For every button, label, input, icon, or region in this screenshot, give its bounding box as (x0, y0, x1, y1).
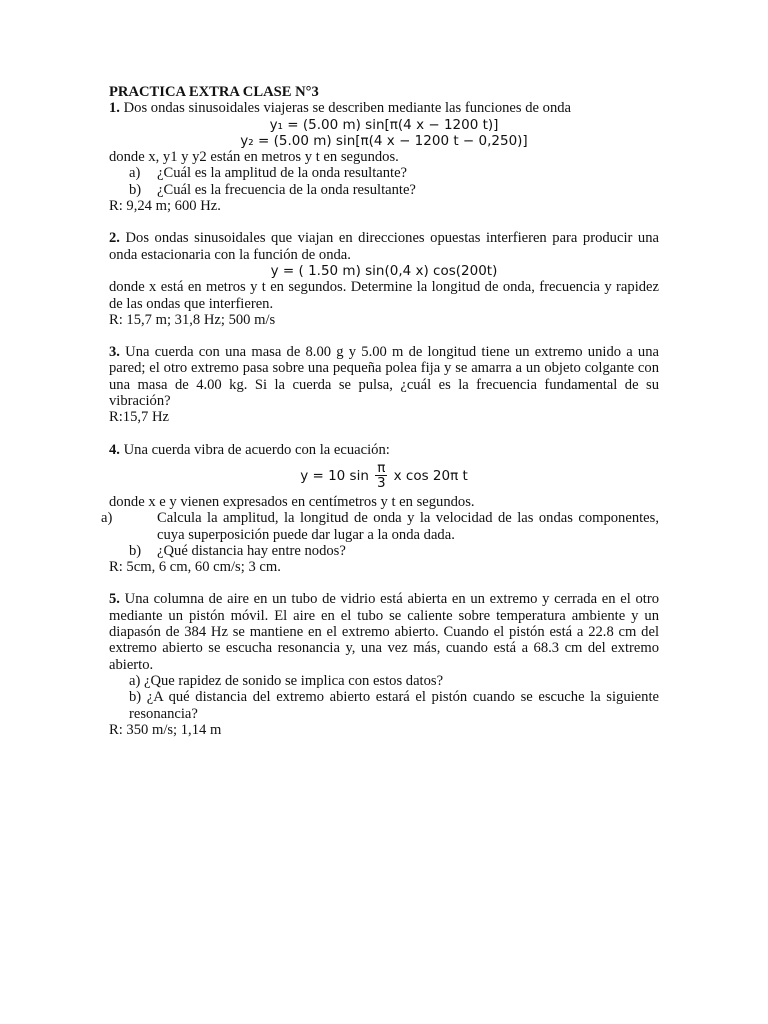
answer-2: R: 15,7 m; 31,8 Hz; 500 m/s (109, 311, 276, 328)
problem-number: 3. (109, 344, 120, 361)
answer-3: R:15,7 Hz (109, 409, 169, 426)
answer-1: R: 9,24 m; 600 Hz. (109, 198, 221, 215)
question-a (109, 165, 659, 181)
problem-1-where: donde x, y1 y y2 están en metros y t en segundos. (109, 149, 399, 166)
problem-4-intro: Una cuerda vibra de acuerdo con la ecuación: (123, 441, 390, 458)
problem-1 (109, 100, 659, 214)
problem-4 (101, 441, 659, 576)
equation-right: x cos 20π t (393, 467, 468, 484)
problem-number: 4. (109, 441, 120, 458)
problem-4-where: donde x e y vienen expresados en centímetros y t en segundos. (109, 493, 475, 510)
problem-1-intro: Dos ondas sinusoidales viajeras se describen mediante las funciones de onda (123, 100, 572, 117)
problem-number: 1. (109, 100, 120, 117)
question-text: ¿Qué distancia hay entre nodos? (157, 542, 346, 559)
question-a: a) ¿Que rapidez de sonido se implica con estos datos? (129, 672, 444, 689)
question-label: b) (129, 542, 142, 559)
page-title: PRACTICA EXTRA CLASE N°3 (109, 84, 319, 100)
document-page (101, 84, 660, 754)
problem-number: 5. (109, 591, 120, 608)
fraction-pi-over-3 (375, 461, 387, 490)
equation-standing-wave: y = ( 1.50 m) sin(0,4 x) cos(200t) (270, 262, 498, 279)
answer-4: R: 5cm, 6 cm, 60 cm/s; 3 cm. (109, 559, 281, 576)
equation-left: y = 10 sin (300, 467, 369, 484)
equation-y2: y₂ = (5.00 m) sin[π(4 x − 1200 t − 0,250)] (240, 132, 528, 149)
problem-2-text2: donde x está en metros y t en segundos. Determine la longitud de onda, frecuencia y rapidez de las ondas que interfieren. (109, 279, 659, 312)
problem-3-statement (109, 344, 659, 409)
problem-3-text: Una cuerda con una masa de 8.00 g y 5.00 m de longitud tiene un extremo unido a una pared; el otro extremo pasa sobre una pequeña polea fija y se amarra a un objeto colgante con una masa de 4.00 kg. Si la cuerda se pulsa, ¿cuál es la frecuencia fundamental de su vibración? (109, 344, 660, 410)
problem-1-statement (109, 100, 659, 116)
question-text: ¿Cuál es la frecuencia de la onda resultante? (157, 181, 416, 198)
problem-4-statement (109, 442, 659, 458)
problem-3 (109, 344, 659, 425)
question-label: a) (101, 510, 113, 527)
problem-5-text: Una columna de aire en un tubo de vidrio está abierta en un extremo y cerrada en el otro mediante un pistón móvil. El aire en el tubo se caliente sobre temperatura ambiente y un diapasón de 384 Hz se mantiene en el extremo abierto. Cuando el pistón está a 22.8 cm del extremo abierto se escucha resonancia y, una vez más, cuando está a 68.3 cm del extremo abierto. (109, 591, 659, 673)
problem-5 (109, 591, 659, 738)
problem-5-statement (109, 591, 659, 672)
question-text: Calcula la amplitud, la longitud de onda y la velocidad de las ondas componentes, cuya superposición puede dar lugar a la onda dada. (157, 510, 659, 543)
problem-2-statement (109, 230, 659, 263)
answer-5: R: 350 m/s; 1,14 m (109, 721, 222, 738)
fraction-denominator: 3 (376, 475, 386, 492)
question-label: a) (129, 165, 141, 182)
equation-y1: y₁ = (5.00 m) sin[π(4 x − 1200 t)] (269, 116, 499, 133)
question-a (101, 510, 659, 543)
problem-number: 2. (109, 230, 120, 247)
problem-2-text: Dos ondas sinusoidales que viajan en direcciones opuestas interfieren para producir una onda estacionaria con la función de onda. (109, 230, 659, 263)
equation-string-vibration (109, 458, 659, 494)
question-b (109, 543, 659, 559)
fraction-numerator: π (377, 460, 386, 477)
question-b: b) ¿A qué distancia del extremo abierto estará el pistón cuando se escuche la siguiente resonancia? (129, 689, 659, 722)
question-text: ¿Cuál es la amplitud de la onda resultante? (157, 165, 408, 182)
problem-2 (109, 230, 659, 328)
question-b (109, 182, 659, 198)
question-label: b) (129, 181, 142, 198)
